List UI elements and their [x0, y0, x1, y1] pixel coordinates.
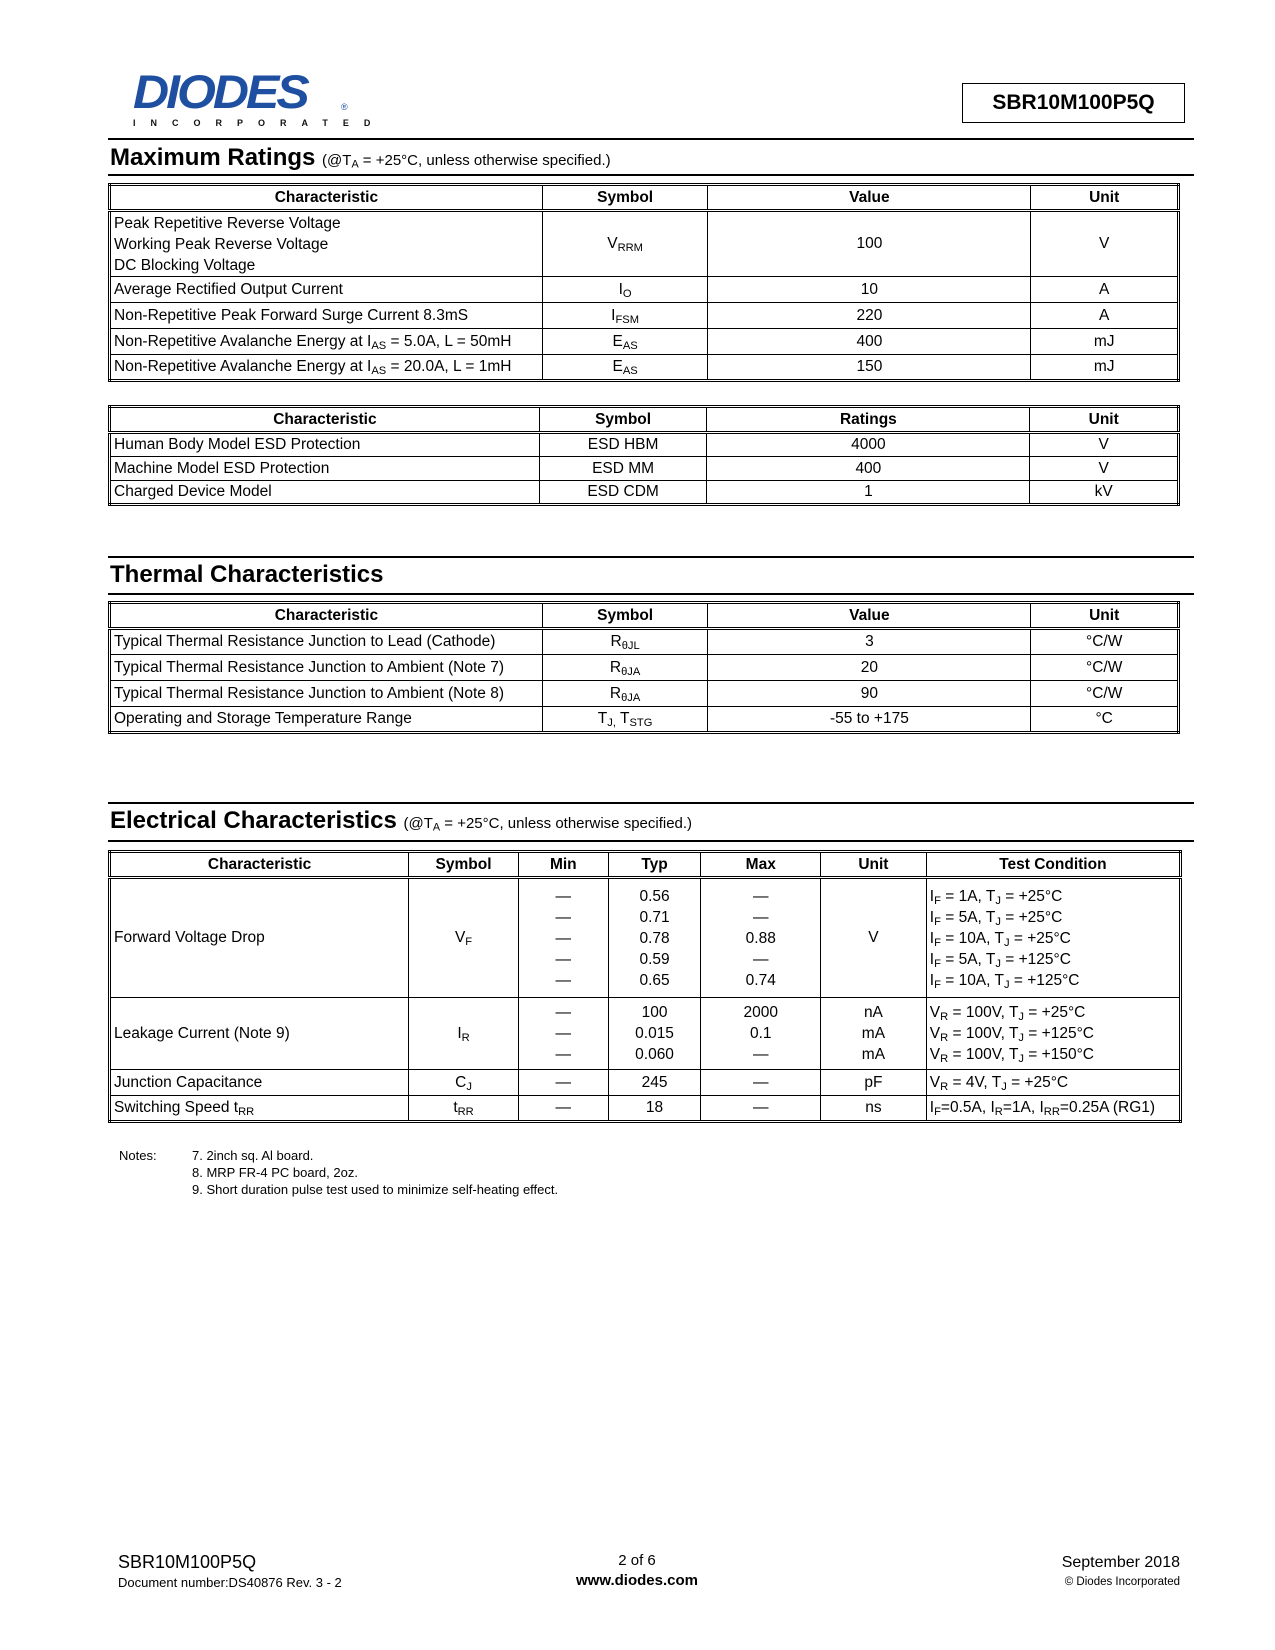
- symbol-cell: $I_R$: [409, 998, 519, 1070]
- max-ratings-title: [110, 144, 611, 172]
- col-header: Max: [701, 852, 821, 878]
- table-header-row: [110, 185, 1179, 211]
- col-header: Value: [708, 185, 1031, 211]
- characteristic-cell: Human Body Model ESD Protection: [110, 433, 540, 457]
- table-row: [110, 329, 1179, 355]
- col-header: Symbol: [539, 407, 707, 433]
- electrical-table: [108, 850, 1182, 1123]
- col-header: Unit: [1031, 185, 1179, 211]
- unit-cell: V: [821, 878, 927, 998]
- test-condition-cell: $I_F = 1A$, $T_J = +25^\circ C$ $I_F = 5A$, $T_J = +25^\circ C$ $I_F = 10A$, $T_J = +25^\circ C$ $I_F = 5A$, $T_J = +125^\circ C$ $I_F = 10A$, $T_J = +125^\circ C$: [926, 878, 1180, 998]
- table-row: [110, 433, 1179, 457]
- note-item: 7. 2inch sq. Al board.: [192, 1148, 314, 1163]
- unit-cell: °C/W: [1031, 629, 1179, 655]
- typ-cell: 18: [608, 1096, 701, 1122]
- section-rule: [108, 840, 1194, 842]
- max-cell: —: [701, 1096, 821, 1122]
- footer-doc-number: Document number:DS40876 Rev. 3 - 2: [118, 1575, 342, 1590]
- col-header: Unit: [1031, 603, 1179, 629]
- value-cell: 150: [708, 355, 1031, 381]
- notes-list: [192, 1147, 692, 1198]
- symbol-cell: $V_F$: [409, 878, 519, 998]
- col-header: Min: [518, 852, 608, 878]
- section-rule: [108, 174, 1194, 176]
- section-condition: ($@T_A = +25^\circ C$, unless otherwise specified.): [403, 815, 693, 834]
- max-cell: — — 0.88 — 0.74: [701, 878, 821, 998]
- table-row: [110, 707, 1179, 733]
- value-cell: -55 to +175: [708, 707, 1031, 733]
- table-row: [110, 211, 1179, 277]
- value-cell: 400: [707, 457, 1030, 481]
- characteristic-cell: Non-Repetitive Avalanche Energy at $I_{AS} = 5.0A$, L = 50mH: [110, 329, 543, 355]
- table-header-row: [110, 852, 1181, 878]
- value-cell: 1: [707, 481, 1030, 505]
- unit-cell: °C: [1031, 707, 1179, 733]
- col-header: Symbol: [542, 603, 708, 629]
- symbol-cell: $I_O$: [542, 277, 708, 303]
- logo-subtitle: INCORPORATED: [133, 118, 386, 128]
- symbol-cell: $I_{FSM}$: [542, 303, 708, 329]
- max-cell: 2000 0.1 —: [701, 998, 821, 1070]
- col-header: Typ: [608, 852, 701, 878]
- section-rule: [108, 138, 1194, 140]
- symbol-cell: ESD HBM: [539, 433, 707, 457]
- diodes-logo: [133, 65, 386, 128]
- typ-cell: 100 0.015 0.060: [608, 998, 701, 1070]
- symbol-cell: ESD MM: [539, 457, 707, 481]
- section-condition: ($@T_A = +25^\circ C$, unless otherwise specified.): [322, 152, 611, 171]
- table-row: [110, 481, 1179, 505]
- table-row: [110, 457, 1179, 481]
- col-header: Value: [708, 603, 1031, 629]
- characteristic-cell: Machine Model ESD Protection: [110, 457, 540, 481]
- value-cell: 220: [708, 303, 1031, 329]
- unit-cell: kV: [1030, 481, 1179, 505]
- col-header: Symbol: [542, 185, 708, 211]
- col-header: Unit: [821, 852, 927, 878]
- table-row: [110, 681, 1179, 707]
- col-header: Unit: [1030, 407, 1179, 433]
- characteristic-cell: Non-Repetitive Avalanche Energy at $I_{AS} = 20.0A$, L = 1mH: [110, 355, 543, 381]
- symbol-cell: $C_J$: [409, 1070, 519, 1096]
- characteristic-cell: Charged Device Model: [110, 481, 540, 505]
- symbol-cell: $E_{AS}$: [542, 355, 708, 381]
- value-cell: 20: [708, 655, 1031, 681]
- section-heading: Thermal Characteristics: [110, 561, 384, 588]
- col-header: Characteristic: [110, 603, 543, 629]
- min-cell: —: [518, 1070, 608, 1096]
- symbol-cell: $T_{J,}$ $T_{STG}$: [542, 707, 708, 733]
- characteristic-cell: Typical Thermal Resistance Junction to Ambient (Note 8): [110, 681, 543, 707]
- part-number-box: SBR10M100P5Q: [962, 83, 1185, 123]
- unit-cell: V: [1031, 211, 1179, 277]
- section-rule: [108, 593, 1194, 595]
- characteristic-cell: Switching Speed $t_{RR}$: [110, 1096, 409, 1122]
- test-condition-cell: $V_R = 100V$, $T_J = +25^\circ C$ $V_R = 100V$, $T_J = +125^\circ C$ $V_R = 100V$, $T_J = +150^\circ C$: [926, 998, 1180, 1070]
- characteristic-cell: Typical Thermal Resistance Junction to Ambient (Note 7): [110, 655, 543, 681]
- unit-cell: pF: [821, 1070, 927, 1096]
- symbol-cell: ESD CDM: [539, 481, 707, 505]
- col-header: Characteristic: [110, 852, 409, 878]
- table-header-row: [110, 603, 1179, 629]
- footer-page-number: 2 of 6: [618, 1552, 656, 1569]
- unit-cell: mJ: [1031, 329, 1179, 355]
- thermal-table: [108, 601, 1180, 734]
- characteristic-cell: Peak Repetitive Reverse Voltage Working Peak Reverse Voltage DC Blocking Voltage: [110, 211, 543, 277]
- section-heading: Maximum Ratings: [110, 144, 316, 171]
- footer-website-link[interactable]: www.diodes.com: [576, 1572, 698, 1589]
- unit-cell: A: [1031, 303, 1179, 329]
- symbol-cell: $E_{AS}$: [542, 329, 708, 355]
- max-cell: —: [701, 1070, 821, 1096]
- test-condition-cell: $V_R = 4V$, $T_J = +25^\circ C$: [926, 1070, 1180, 1096]
- symbol-cell: $t_{RR}$: [409, 1096, 519, 1122]
- table-row: [110, 655, 1179, 681]
- characteristic-cell: Leakage Current (Note 9): [110, 998, 409, 1070]
- symbol-cell: $R_{\theta JL}$: [542, 629, 708, 655]
- table-row: [110, 878, 1181, 998]
- symbol-cell: $R_{\theta JA}$: [542, 655, 708, 681]
- typ-cell: 245: [608, 1070, 701, 1096]
- unit-cell: A: [1031, 277, 1179, 303]
- min-cell: — — —: [518, 998, 608, 1070]
- value-cell: 400: [708, 329, 1031, 355]
- symbol-cell: $R_{\theta JA}$: [542, 681, 708, 707]
- unit-cell: ns: [821, 1096, 927, 1122]
- min-cell: —: [518, 1096, 608, 1122]
- max-ratings-table: [108, 183, 1180, 382]
- unit-cell: mJ: [1031, 355, 1179, 381]
- unit-cell: °C/W: [1031, 681, 1179, 707]
- thermal-title: [110, 561, 383, 589]
- section-heading: Electrical Characteristics: [110, 807, 397, 834]
- col-header: Test Condition: [926, 852, 1180, 878]
- value-cell: 100: [708, 211, 1031, 277]
- symbol-cell: $V_{RRM}$: [542, 211, 708, 277]
- characteristic-cell: Forward Voltage Drop: [110, 878, 409, 998]
- electrical-title: [110, 807, 692, 835]
- footer-date: September 2018: [1061, 1554, 1180, 1571]
- table-row: [110, 1096, 1181, 1122]
- characteristic-cell: Junction Capacitance: [110, 1070, 409, 1096]
- col-header: Ratings: [707, 407, 1030, 433]
- value-cell: 90: [708, 681, 1031, 707]
- notes-label: Notes:: [119, 1148, 157, 1163]
- characteristic-cell: Operating and Storage Temperature Range: [110, 707, 543, 733]
- table-row: [110, 303, 1179, 329]
- characteristic-cell: Average Rectified Output Current: [110, 277, 543, 303]
- typ-cell: 0.56 0.71 0.78 0.59 0.65: [608, 878, 701, 998]
- unit-cell: V: [1030, 433, 1179, 457]
- table-row: [110, 277, 1179, 303]
- table-row: [110, 629, 1179, 655]
- note-item: 8. MRP FR-4 PC board, 2oz.: [192, 1165, 358, 1180]
- characteristic-cell: Typical Thermal Resistance Junction to Lead (Cathode): [110, 629, 543, 655]
- value-cell: 4000: [707, 433, 1030, 457]
- min-cell: — — — — —: [518, 878, 608, 998]
- footer-copyright: © Diodes Incorporated: [1064, 1576, 1180, 1588]
- footer-part-number: SBR10M100P5Q: [118, 1552, 257, 1572]
- esd-ratings-table: [108, 405, 1180, 506]
- characteristic-cell: Non-Repetitive Peak Forward Surge Current 8.3mS: [110, 303, 543, 329]
- note-item: 9. Short duration pulse test used to minimize self-heating effect.: [192, 1182, 559, 1197]
- table-row: [110, 355, 1179, 381]
- col-header: Characteristic: [110, 407, 540, 433]
- section-rule: [108, 556, 1194, 558]
- value-cell: 10: [708, 277, 1031, 303]
- unit-cell: °C/W: [1031, 655, 1179, 681]
- col-header: Symbol: [409, 852, 519, 878]
- registered-mark: ®: [341, 102, 348, 112]
- col-header: Characteristic: [110, 185, 543, 211]
- value-cell: 3: [708, 629, 1031, 655]
- table-row: [110, 1070, 1181, 1096]
- unit-cell: V: [1030, 457, 1179, 481]
- logo-wordmark: DIODES: [133, 65, 307, 119]
- test-condition-cell: $I_F=0.5A$, $I_R=1A$, $I_{RR}=0.25A$ (RG1): [926, 1096, 1180, 1122]
- table-header-row: [110, 407, 1179, 433]
- unit-cell: nA mA mA: [821, 998, 927, 1070]
- table-row: [110, 998, 1181, 1070]
- section-rule: [108, 802, 1194, 804]
